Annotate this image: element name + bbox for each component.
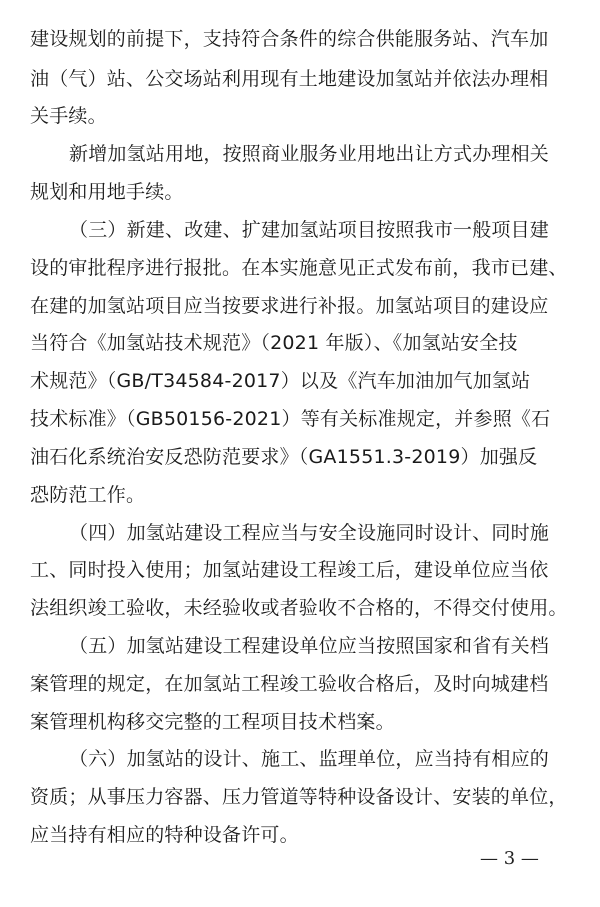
text-line: （五）加氢站建设工程建设单位应当按照国家和省有关档 [69,635,550,657]
text-line: 油（气）站、公交场站利用现有土地建设加氢站并依法办理相 [30,68,549,90]
text-line: 恐防范工作。 [30,484,146,506]
text-line: 设的审批程序进行报批。在本实施意见正式发布前，我市已建、 [30,257,568,279]
text-line: 建设规划的前提下，支持符合条件的综合供能服务站、汽车加 [30,28,549,50]
text-line: 当符合《加氢站技术规范》（2021 年版）、《加氢站安全技 [30,332,518,354]
text-line: （六）加氢站的设计、施工、监理单位，应当持有相应的 [69,748,550,770]
text-line: 资质；从事压力容器、压力管道等特种设备设计、安装的单位， [30,786,568,808]
text-line: 油石化系统治安反恐防范要求》（GA1551.3-2019）加强反 [30,446,538,468]
text-line: 法组织竣工验收，未经验收或者验收不合格的，不得交付使用。 [30,597,568,619]
page-number: — 3 — [480,848,539,869]
text-line: 新增加氢站用地，按照商业服务业用地出让方式办理相关 [69,143,550,165]
text-line: （三）新建、改建、扩建加氢站项目按照我市一般项目建 [69,219,550,241]
text-line: 工、同时投入使用；加氢站建设工程竣工后，建设单位应当依 [30,559,549,581]
text-line: 技术标准》（GB50156-2021）等有关标准规定，并参照《石 [30,408,551,430]
text-line: （四）加氢站建设工程应当与安全设施同时设计、同时施 [69,522,550,544]
text-line: 规划和用地手续。 [30,181,184,203]
text-line: 关手续。 [30,105,107,127]
text-line: 案管理的规定，在加氢站工程竣工验收合格后，及时向城建档 [30,673,549,695]
text-line: 术规范》（GB/T34584-2017）以及《汽车加油加气加氢站 [30,370,531,392]
text-line: 案管理机构移交完整的工程项目技术档案。 [30,711,395,733]
text-line: 应当持有相应的特种设备许可。 [30,824,299,846]
text-line: 在建的加氢站项目应当按要求进行补报。加氢站项目的建设应 [30,295,549,317]
